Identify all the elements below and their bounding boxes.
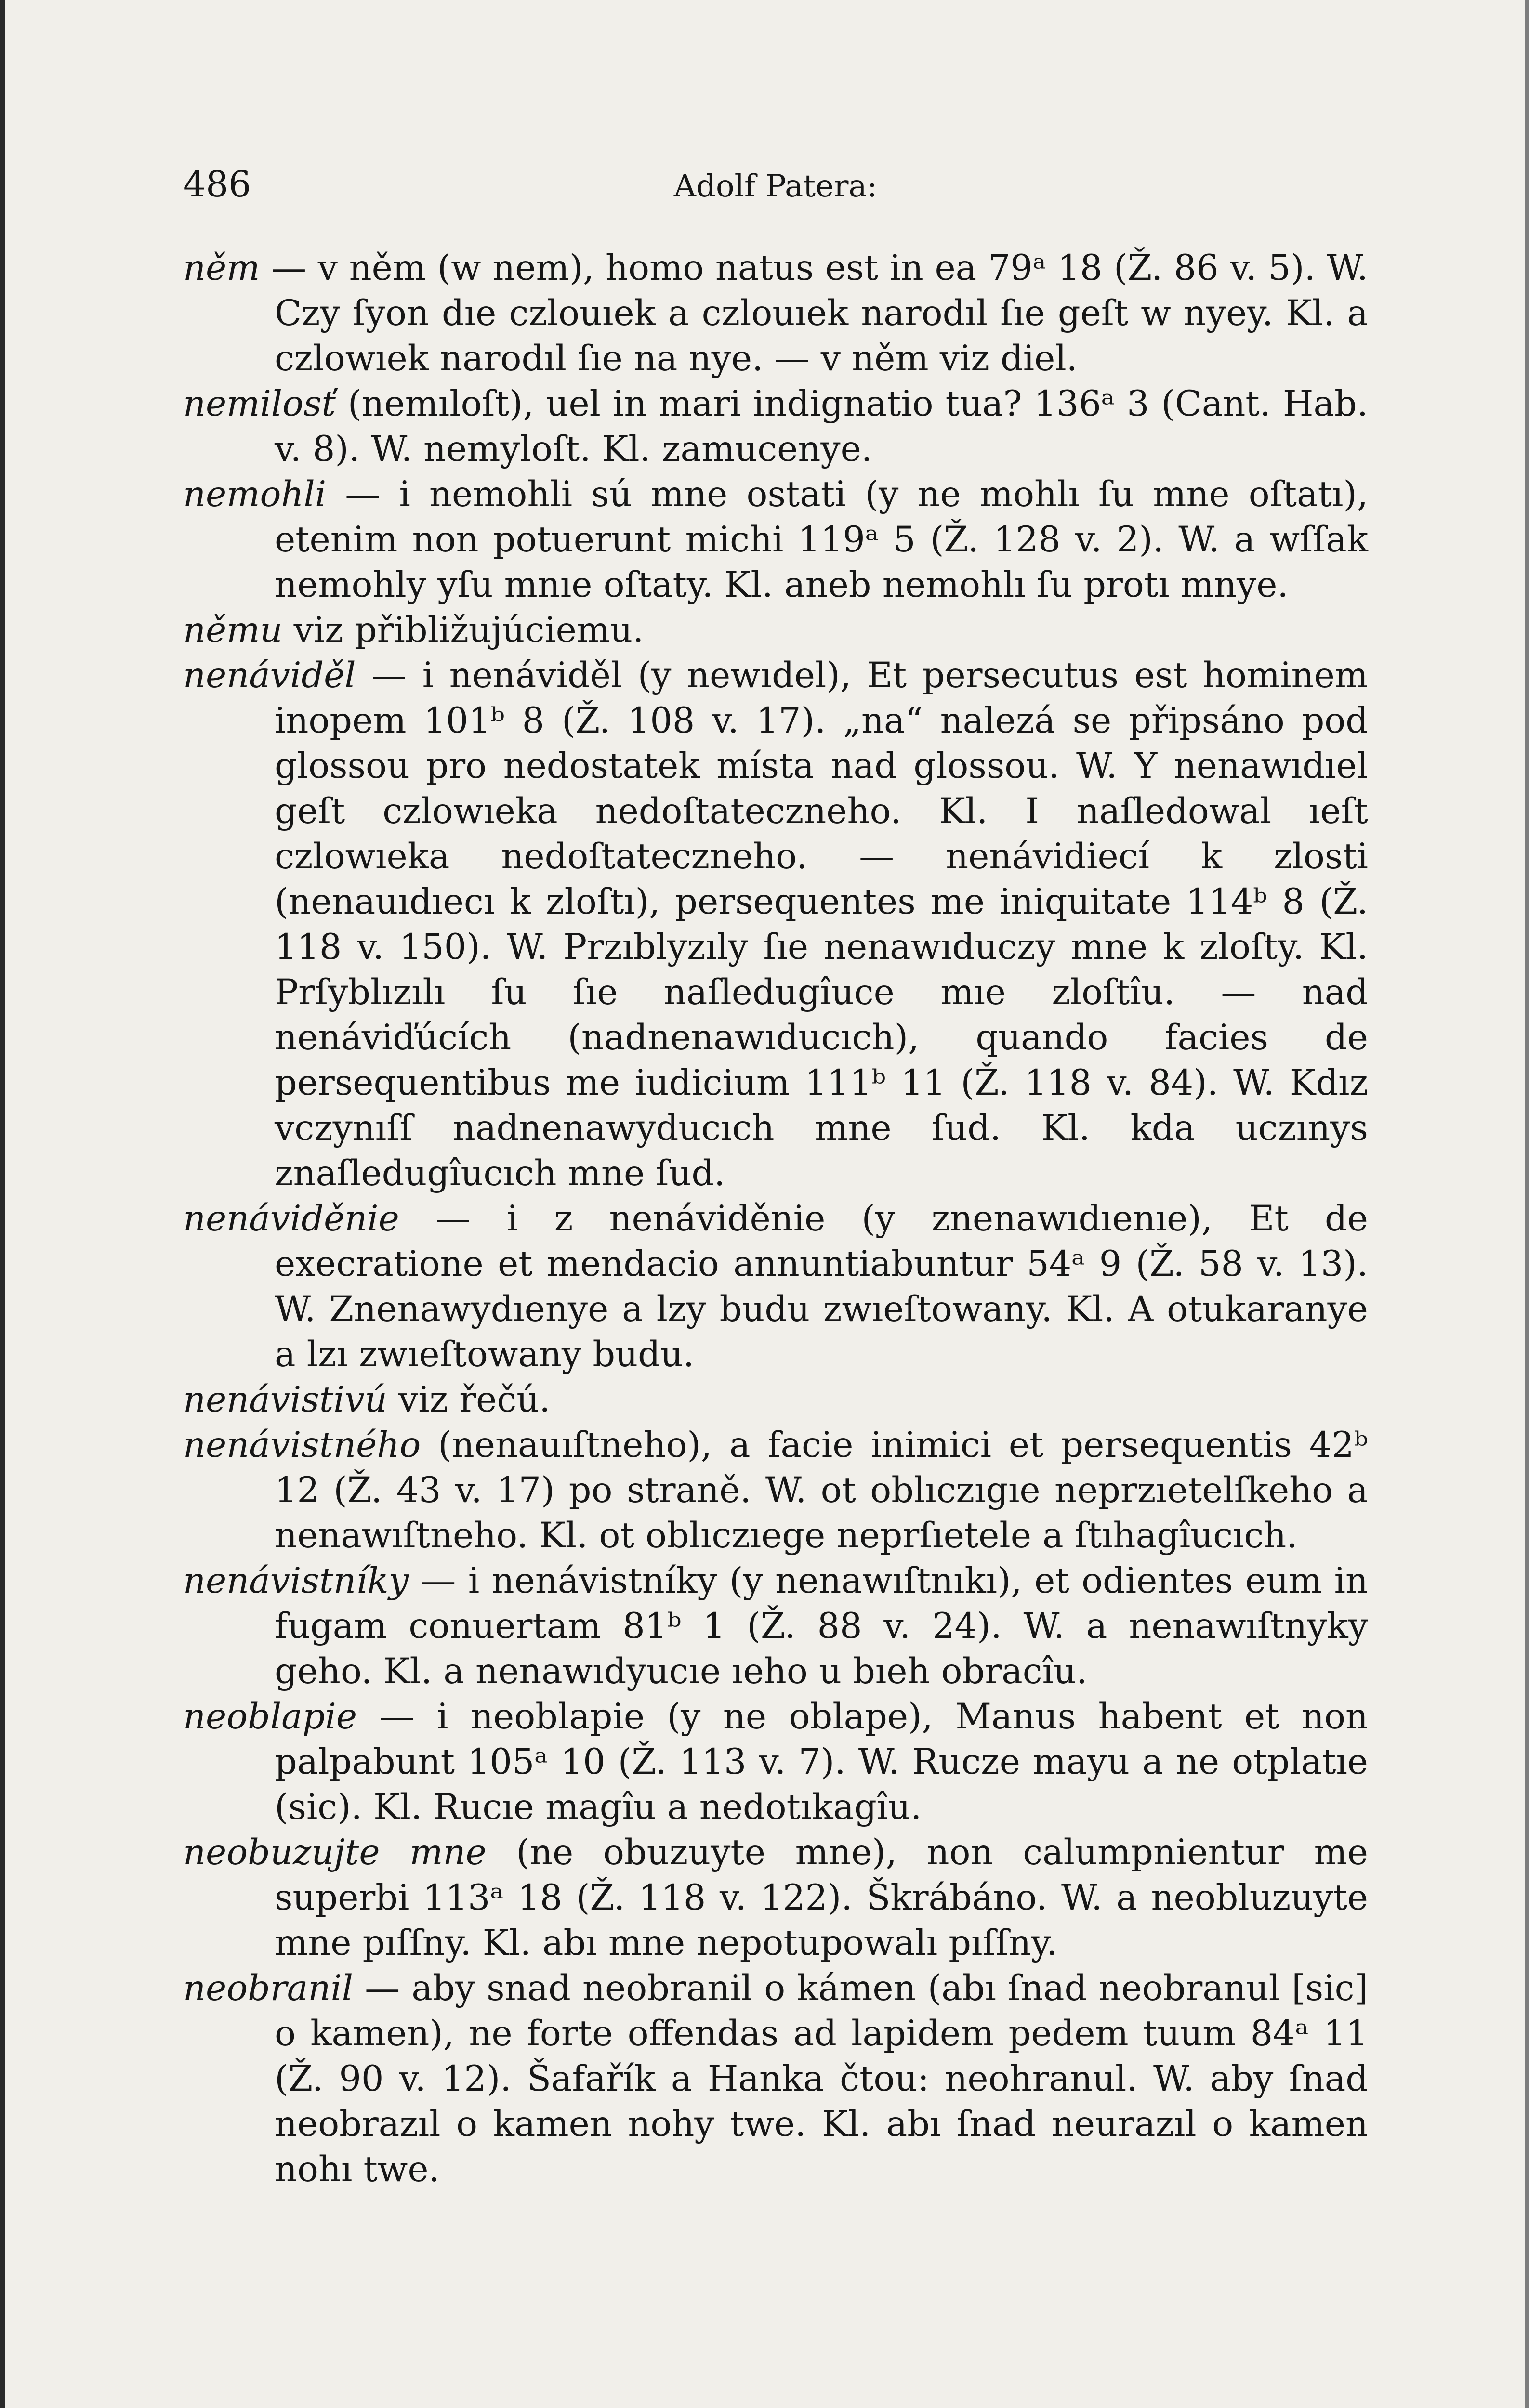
dictionary-entries [183,246,1368,2192]
headword: něm [183,248,260,288]
page-header [183,154,1368,212]
entry-text: — i z nenáviděnie (y znenawıdıenıe), Et de execratione et mendacio annuntiabuntur 54ᵃ 9 (Ž. 58 v. 13). W. Znenawydıenye a lzy budu zwıeſtowany. Kl. A otukaranye a lzı zwıeſtowany budu. [275,1198,1368,1375]
entry-text: — i neoblapie (y ne oblape), Manus habent et non palpabunt 105ᵃ 10 (Ž. 113 v. 7). W. Rucze mayu a ne otplatıe (sic). Kl. Rucıe magîu a nedotıkagîu. [275,1696,1368,1828]
scan-left-edge [0,0,5,2408]
entry-nenavistneho [183,1423,1368,1558]
entry-nemohli [183,472,1368,608]
entry-text: (nenauıſtneho), a facie inimici et persequentis 42ᵇ 12 (Ž. 43 v. 17) po straně. W. ot oblıczıgıe neprzıetelſkeho a nenawıſtneho. Kl. ot oblıczıege neprſıetele a ſtıhagîucıch. [275,1425,1368,1556]
headword: němu [183,610,283,651]
book-page [183,154,1368,2192]
entry-text: — v něm (w nem), homo natus est in ea 79ᵃ 18 (Ž. 86 v. 5). W. Czy ſyon dıe czlouıek a czlouıek narodıl ſıe geſt w nyey. Kl. a czlowıek narodıl ſıe na nye. — v něm viz diel. [271,248,1368,379]
entry-text: (ne obuzuyte mne), non calumpnientur me superbi 113ᵃ 18 (Ž. 118 v. 122). Škrábáno. W. a neobluzuyte mne pıſſny. Kl. abı mne nepotupowalı pıſſny. [275,1832,1368,1963]
entry-text: viz přibližujúciemu. [293,610,644,651]
entry-text: viz řečú. [398,1379,551,1420]
entry-neoblapie [183,1694,1368,1830]
headword: neobuzujte mne [183,1832,487,1873]
entry-nenavistniky [183,1558,1368,1694]
entry-nemu [183,608,1368,653]
entry-nenavistivu [183,1377,1368,1423]
entry-text: — aby snad neobranil o kámen (abı ſnad neobranul [sic] o kamen), ne forte offendas ad lapidem pedem tuum 84ᵃ 11 (Ž. 90 v. 12). Šafařík a Hanka čtou: neohranul. W. aby ſnad neobrazıl o kamen nohy twe. Kl. abı ſnad neurazıl o kamen nohı twe. [275,1968,1368,2190]
entry-neobuzujte [183,1830,1368,1966]
headword: nemohli [183,474,327,515]
headword: nemilosť [183,383,336,424]
entry-nem [183,246,1368,381]
headword: nenávistníky [183,1560,409,1601]
entry-nenavidenie [183,1196,1368,1377]
entry-text: — i nenáviděl (y newıdel), Et persecutus est hominem inopem 101ᵇ 8 (Ž. 108 v. 17). „na“ nalezá se připsáno pod glossou pro nedostatek místa nad glossou. W. Y nenawıdıel geſt czlowıeka nedoſtateczneho. Kl. I naſledowal ıeſt czlowıeka nedoſtateczneho. — nenávidiecí k zlosti (nenauıdıecı k zloſtı), persequentes me iniquitate 114ᵇ 8 (Ž. 118 v. 150). W. Przıblyzıly ſıe nenawıduczy mne k zloſty. Kl. Prſyblızılı ſu ſıe naſledugîuce mıe zloſtîu. — nad nenáviďúcích (nadnenawıducıch), quando facies de persequentibus me iudicium 111ᵇ 11 (Ž. 118 v. 84). W. Kdız vczynıſſ nadnenawyducıch mne ſud. Kl. kda uczınys znaſledugîucıch mne ſud. [275,655,1368,1194]
entry-neobranil [183,1966,1368,2192]
headword: nenávistného [183,1425,421,1466]
scan-right-edge [1525,0,1529,2408]
page-number: 486 [183,164,251,205]
headword: neobranil [183,1968,354,2009]
entry-text: (nemıloſt), uel in mari indignatio tua? 136ᵃ 3 (Cant. Hab. v. 8). W. nemyloſt. Kl. zamucenye. [275,383,1368,470]
headword: neoblapie [183,1696,357,1737]
entry-nenavidel [183,653,1368,1196]
entry-nemilost [183,381,1368,472]
entry-text: — i nemohli sú mne ostati (y ne mohlı ſu mne oſtatı), etenim non potuerunt michi 119ᵃ 5 (Ž. 128 v. 2). W. a wſſak nemohly yſu mnıe oſtaty. Kl. aneb nemohlı ſu protı mnye. [275,474,1368,605]
headword: nenáviděl [183,655,356,696]
headword: nenáviděnie [183,1198,399,1239]
entry-text: — i nenávistníky (y nenawıſtnıkı), et odientes eum in fugam conuertam 81ᵇ 1 (Ž. 88 v. 24). W. a nenawıſtnyky geho. Kl. a nenawıdyucıe ıeho u bıeh obracîu. [275,1560,1368,1692]
headword: nenávistivú [183,1379,387,1420]
running-head: Adolf Patera: [673,169,878,204]
